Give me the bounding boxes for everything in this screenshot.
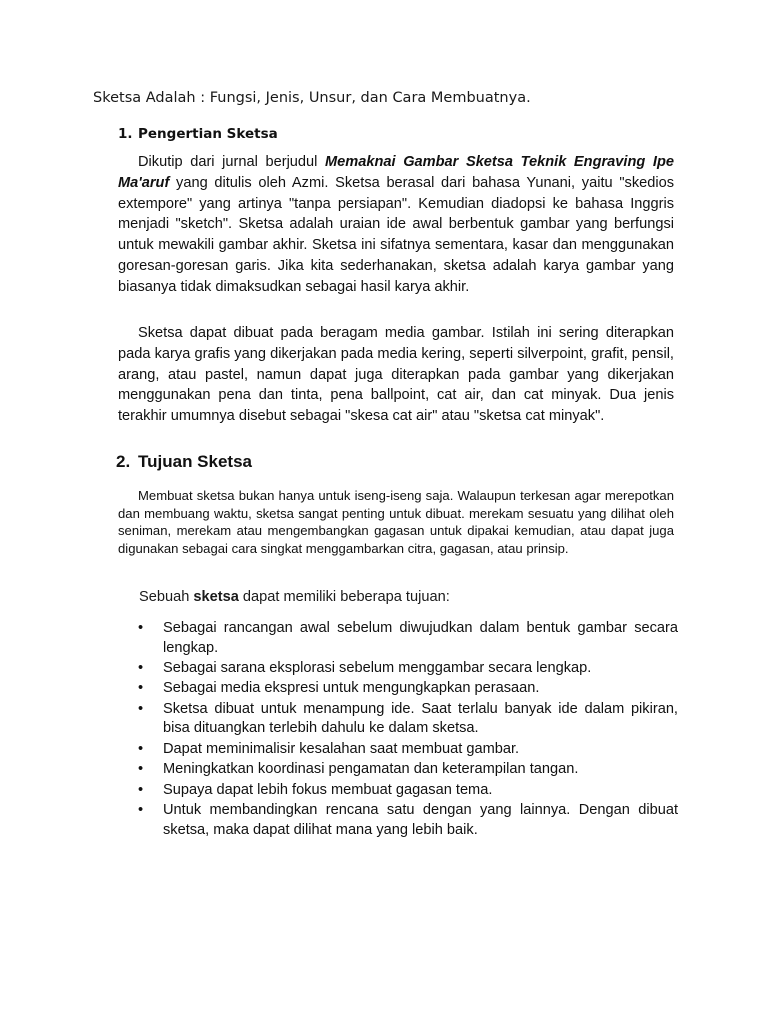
section-1-paragraph-2: Sketsa dapat dibuat pada beragam media gambar. Istilah ini sering diterapkan pada karya grafis yang dikerjakan pada media kering, seperti silverpoint, grafit, pensil, arang, atau pastel, namun dapat juga diterapkan pada gambar yang dikerjakan menggunakan pena dan tinta, pena ballpoint, cat air, dan cat minyak. Dua jenis terakhir umumnya disebut sebagai "skesa cat air" atau "sketsa cat minyak". xyxy=(118,325,674,425)
list-item-text: Dapat meminimalisir kesalahan saat membuat gambar. xyxy=(163,740,520,757)
list-item-text: Untuk membandingkan rencana satu dengan yang lainnya. Dengan dibuat sketsa, maka dapat dilihat mana yang lebih baik. xyxy=(163,801,678,838)
section-2-heading-text: Tujuan Sketsa xyxy=(138,452,252,471)
intro-before: Sebuah xyxy=(139,589,194,605)
section-2-paragraph: Membuat sketsa bukan hanya untuk iseng-iseng saja. Walaupun terkesan agar merepotkan dan membuang waktu, sketsa sangat penting untuk dibuat. merekam sesuatu yang dilihat oleh seniman, merekam atau mengembangkan gagasan untuk dipakai kemudian, atau dapat juga digunakan sebagai cara singkat menggambarkan citra, gagasan, atau prinsip. xyxy=(118,488,674,556)
list-item xyxy=(138,700,678,739)
section-1-heading-text: Pengertian Sketsa xyxy=(138,126,278,142)
section-2-number: 2. xyxy=(116,452,131,471)
paragraph-1-body: yang ditulis oleh Azmi. Sketsa berasal dari bahasa Yunani, yaitu "skedios extempore" yang artinya "tanpa persiapan". Kemudian diadopsi ke bahasa Inggris menjadi "sketch". Sketsa adalah uraian ide awal berbentuk gambar yang berfungsi untuk mewakili gambar akhir. Sketsa ini sifatnya sementara, kasar dan menggunakan goresan-goresan garis. Jika kita sederhanakan, sketsa adalah karya gambar yang biasanya tidak dimaksudkan sebagai hasil karya akhir. xyxy=(118,174,674,295)
list-item xyxy=(138,619,678,658)
list-item xyxy=(138,801,678,840)
bullet-icon: • xyxy=(138,659,144,676)
list-item-text: Sketsa dibuat untuk menampung ide. Saat terlalu banyak ide dalam pikiran, bisa dituangkan terlebih dahulu ke dalam sketsa. xyxy=(163,700,678,737)
intro-bold-term: sketsa xyxy=(193,589,239,605)
list-item xyxy=(138,679,678,699)
list-item-text: Sebagai rancangan awal sebelum diwujudkan dalam bentuk gambar secara lengkap. xyxy=(163,620,678,656)
intro-after: dapat memiliki beberapa tujuan: xyxy=(238,589,450,605)
purpose-list xyxy=(138,619,678,841)
list-item-text: Sebagai sarana eksplorasi sebelum menggambar secara lengkap. xyxy=(163,659,592,676)
bullet-icon: • xyxy=(138,781,144,798)
bullet-icon: • xyxy=(138,620,144,636)
journal-title: Memaknai Gambar Sketsa Teknik Engraving Ipe Ma'aruf xyxy=(118,154,674,191)
bullet-icon: • xyxy=(138,761,144,778)
document-title: Sketsa Adalah : Fungsi, Jenis, Unsur, dan Cara Membuatnya. xyxy=(93,90,531,106)
section-1-number: 1. xyxy=(118,126,133,142)
list-item xyxy=(138,781,678,801)
list-item-text: Meningkatkan koordinasi pengamatan dan keterampilan tangan. xyxy=(163,761,579,778)
list-item-text: Sebagai media ekspresi untuk mengungkapkan perasaan. xyxy=(163,680,540,697)
list-item xyxy=(138,760,678,780)
section-1-paragraph-1 xyxy=(118,152,674,298)
bullet-icon: • xyxy=(138,740,144,757)
bullet-icon: • xyxy=(138,801,144,818)
list-item xyxy=(138,740,678,760)
paragraph-1-lead: Dikutip dari jurnal berjudul xyxy=(138,154,326,170)
bullet-icon: • xyxy=(138,680,144,697)
list-item xyxy=(138,659,678,679)
bullet-icon: • xyxy=(138,700,144,717)
section-1-heading xyxy=(118,126,278,142)
purpose-intro xyxy=(139,589,450,605)
list-item-text: Supaya dapat lebih fokus membuat gagasan tema. xyxy=(163,781,493,798)
section-2-heading xyxy=(116,452,252,472)
